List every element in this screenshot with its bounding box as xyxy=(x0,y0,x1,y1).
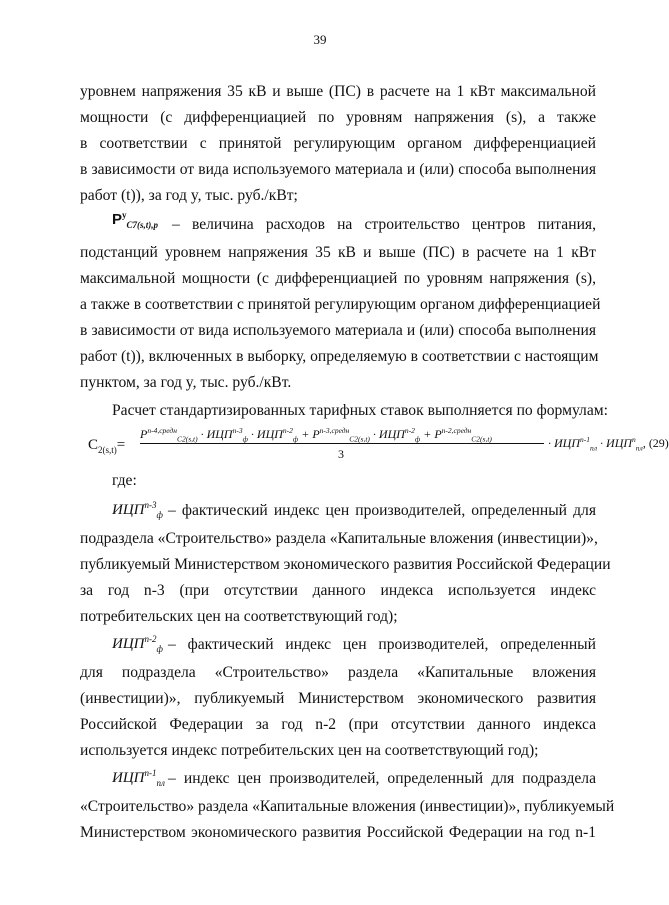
text-line: мощности (с дифференциацией по уровням напряжения (s), а также xyxy=(80,109,596,126)
index-symbol: $ИЦП^{n-3}_ф$ xyxy=(112,500,163,520)
text-line: – фактический индекс цен производителей, определенный xyxy=(168,636,596,653)
text-line: для подраздела «Строительство» раздела «Капитальные вложения xyxy=(80,664,596,681)
text-line: (инвестиции)», публикуемый Министерством экономического развития xyxy=(80,690,596,707)
formula-denominator: 3 xyxy=(338,447,344,461)
text-line: публикуемый Министерством экономического развития Российской Федерации xyxy=(80,556,611,573)
index-symbol: $ИЦП^{n-1}_{пл}$ xyxy=(112,768,165,788)
text-line: в соответствии с принятой регулирующим органом дифференциацией xyxy=(80,135,596,152)
fraction-bar xyxy=(140,443,544,444)
formula-rhs: · $ИЦП^{n-1}_{пл} \cdot ИЦП^n_{пл}$, (29) xyxy=(548,435,669,453)
formula-29 xyxy=(88,426,669,466)
where-label: где: xyxy=(112,472,137,489)
text-line: Министерством экономического развития Российской Федерации на год n-1 xyxy=(80,824,596,841)
page-number: 39 xyxy=(313,32,327,47)
text-line: «Строительство» раздела «Капитальные вложения (инвестиции)», публикуемый xyxy=(80,798,615,815)
text-line: за год n-3 (при отсутствии данного индекса используется индекс xyxy=(80,582,596,599)
text-line: – фактический индекс цен производителей, определенный для xyxy=(168,502,596,519)
formula-numerator: $P^{n-4,средн}_{C2(s,t)} \cdot ИЦП^{n-3}_ф \cdot ИЦП^{n-2}_ф + P^{n-3,средн}_{C2(s,t)} \cdot ИЦП^{n-2}_ф + P^{n-2,средн}_{C2(s,t)}$ xyxy=(140,426,492,444)
formula-intro: Расчет стандартизированных тарифных ставок выполняется по формулам: xyxy=(112,402,608,419)
formula-lhs: $C_{2(s,t)}=$ xyxy=(88,437,126,455)
text-line: работ (t)), за год y, тыс. руб./кВт; xyxy=(80,187,298,204)
text-line: – величина расходов на строительство центров питания, xyxy=(172,216,596,233)
text-line: подстанций уровнем напряжения 35 кВ и выше (ПС) в расчете на 1 кВт xyxy=(80,244,596,261)
text-line: в зависимости от вида используемого материала и (или) способа выполнения xyxy=(80,161,596,178)
text-line: уровнем напряжения 35 кВ и выше (ПС) в расчете на 1 кВт максимальной xyxy=(80,83,596,100)
text-line: подраздела «Строительство» раздела «Капитальные вложения (инвестиции)», xyxy=(80,530,598,547)
cost-symbol: $P^y_{C7(s,t),p}$ xyxy=(112,210,159,230)
text-line: Российской Федерации за год n-2 (при отсутствии данного индекса xyxy=(80,716,596,733)
text-line: максимальной мощности (с дифференциацией по уровням напряжения (s), xyxy=(80,270,596,287)
text-line: – индекс цен производителей, определенный для подраздела xyxy=(168,770,596,787)
index-symbol: $ИЦП^{n-2}_ф$ xyxy=(112,634,163,654)
text-line: используется индекс потребительских цен на соответствующий год); xyxy=(80,742,539,759)
text-line: пунктом, за год y, тыс. руб./кВт. xyxy=(80,374,292,391)
text-line: а также в соответствии с принятой регулирующим органом дифференциацией xyxy=(80,296,601,313)
text-line: потребительских цен на соответствующий год); xyxy=(80,608,398,625)
text-line: в зависимости от вида используемого материала и (или) способа выполнения xyxy=(80,322,596,339)
text-line: работ (t)), включенных в выборку, определяемую в соответствии с настоящим xyxy=(80,348,599,365)
